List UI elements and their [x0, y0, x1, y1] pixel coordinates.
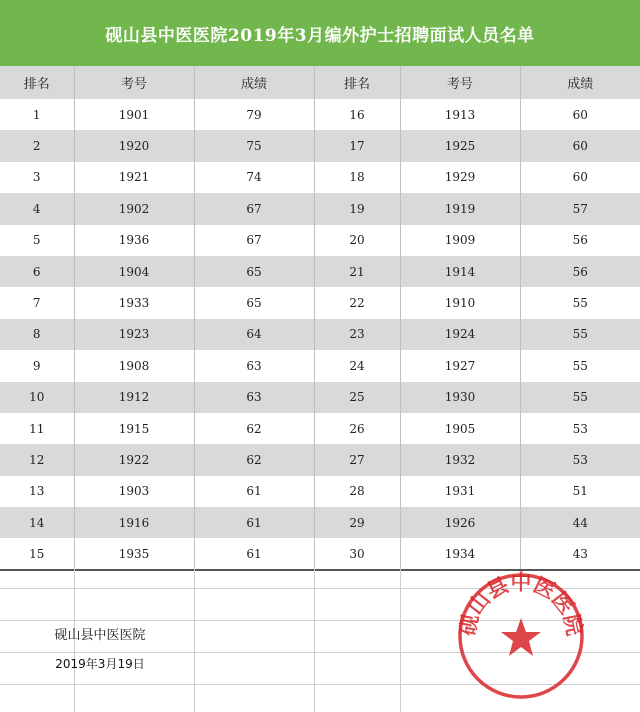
header-rank-right: 排名 — [314, 66, 400, 99]
header-exam-no-right: 考号 — [400, 66, 520, 99]
cell-exam-no-right: 1914 — [400, 256, 520, 287]
cell-rank-left: 12 — [0, 444, 74, 475]
cell-exam-no-left: 1916 — [74, 507, 194, 538]
footer — [440, 566, 640, 712]
table-row — [0, 225, 640, 256]
cell-rank-right: 25 — [314, 382, 400, 413]
cell-score-left: 75 — [194, 130, 314, 161]
table-row — [0, 444, 640, 475]
cell-exam-no-right: 1927 — [400, 350, 520, 381]
cell-exam-no-left: 1901 — [74, 99, 194, 130]
table-row — [0, 287, 640, 318]
cell-score-left: 79 — [194, 99, 314, 130]
table-row — [0, 193, 640, 224]
cell-rank-right: 22 — [314, 287, 400, 318]
cell-exam-no-left: 1920 — [74, 130, 194, 161]
cell-score-right: 55 — [520, 319, 640, 350]
cell-rank-left: 15 — [0, 538, 74, 569]
cell-score-right: 43 — [520, 538, 640, 569]
table-row — [0, 476, 640, 507]
cell-rank-left: 7 — [0, 287, 74, 318]
cell-rank-left: 14 — [0, 507, 74, 538]
cell-score-left: 62 — [194, 444, 314, 475]
cell-rank-left: 9 — [0, 350, 74, 381]
cell-rank-right: 17 — [314, 130, 400, 161]
cell-score-right: 51 — [520, 476, 640, 507]
table-body — [0, 99, 640, 570]
cell-exam-no-right: 1930 — [400, 382, 520, 413]
cell-rank-right: 26 — [314, 413, 400, 444]
cell-rank-left: 3 — [0, 162, 74, 193]
page-title: 砚山县中医医院2019年3月编外护士招聘面试人员名单 — [105, 25, 535, 46]
cell-exam-no-right: 1909 — [400, 225, 520, 256]
cell-rank-left: 8 — [0, 319, 74, 350]
cell-score-left: 67 — [194, 193, 314, 224]
cell-exam-no-left: 1923 — [74, 319, 194, 350]
cell-rank-right: 29 — [314, 507, 400, 538]
table-row — [0, 130, 640, 161]
cell-score-left: 61 — [194, 507, 314, 538]
cell-exam-no-right: 1919 — [400, 193, 520, 224]
cell-score-left: 67 — [194, 225, 314, 256]
cell-score-right: 53 — [520, 444, 640, 475]
cell-rank-left: 4 — [0, 193, 74, 224]
cell-rank-right: 30 — [314, 538, 400, 569]
table-row — [0, 319, 640, 350]
cell-exam-no-left: 1933 — [74, 287, 194, 318]
cell-score-right: 60 — [520, 99, 640, 130]
table-row — [0, 413, 640, 444]
header-rank-left: 排名 — [0, 66, 74, 99]
cell-exam-no-right: 1929 — [400, 162, 520, 193]
cell-score-right: 60 — [520, 130, 640, 161]
svg-text:砚山县中医医院: 砚山县中医医院 — [455, 570, 587, 638]
cell-rank-right: 24 — [314, 350, 400, 381]
footer-organization: 砚山县中医医院 — [54, 628, 146, 643]
cell-score-left: 63 — [194, 382, 314, 413]
cell-exam-no-left: 1936 — [74, 225, 194, 256]
cell-exam-no-right: 1926 — [400, 507, 520, 538]
cell-rank-left: 11 — [0, 413, 74, 444]
cell-exam-no-left: 1921 — [74, 162, 194, 193]
official-seal-stamp — [455, 570, 587, 702]
cell-score-left: 65 — [194, 256, 314, 287]
cell-score-left: 61 — [194, 476, 314, 507]
cell-score-right: 57 — [520, 193, 640, 224]
cell-exam-no-right: 1905 — [400, 413, 520, 444]
results-table — [0, 66, 640, 571]
table-header-row — [0, 66, 640, 99]
cell-exam-no-right: 1913 — [400, 99, 520, 130]
table-row — [0, 162, 640, 193]
cell-exam-no-right: 1924 — [400, 319, 520, 350]
cell-exam-no-left: 1922 — [74, 444, 194, 475]
cell-rank-right: 18 — [314, 162, 400, 193]
cell-exam-no-right: 1931 — [400, 476, 520, 507]
cell-exam-no-left: 1912 — [74, 382, 194, 413]
table-row — [0, 350, 640, 381]
cell-rank-left: 10 — [0, 382, 74, 413]
cell-exam-no-left: 1908 — [74, 350, 194, 381]
table-row — [0, 382, 640, 413]
cell-score-right: 55 — [520, 287, 640, 318]
cell-score-right: 44 — [520, 507, 640, 538]
table-row — [0, 256, 640, 287]
cell-rank-right: 20 — [314, 225, 400, 256]
cell-exam-no-right: 1925 — [400, 130, 520, 161]
cell-rank-right: 16 — [314, 99, 400, 130]
cell-rank-left: 6 — [0, 256, 74, 287]
cell-score-left: 64 — [194, 319, 314, 350]
cell-exam-no-right: 1932 — [400, 444, 520, 475]
cell-rank-right: 21 — [314, 256, 400, 287]
cell-rank-right: 23 — [314, 319, 400, 350]
cell-score-left: 74 — [194, 162, 314, 193]
cell-rank-left: 2 — [0, 130, 74, 161]
footer-date: 2019年3月19日 — [55, 657, 145, 671]
cell-score-right: 56 — [520, 225, 640, 256]
cell-exam-no-left: 1915 — [74, 413, 194, 444]
table-row — [0, 507, 640, 538]
cell-score-left: 63 — [194, 350, 314, 381]
cell-rank-right: 28 — [314, 476, 400, 507]
cell-rank-right: 27 — [314, 444, 400, 475]
cell-exam-no-left: 1935 — [74, 538, 194, 569]
cell-rank-left: 1 — [0, 99, 74, 130]
cell-score-left: 62 — [194, 413, 314, 444]
header-score-left: 成绩 — [194, 66, 314, 99]
cell-rank-left: 5 — [0, 225, 74, 256]
cell-score-right: 55 — [520, 350, 640, 381]
cell-score-right: 53 — [520, 413, 640, 444]
cell-score-right: 55 — [520, 382, 640, 413]
cell-exam-no-left: 1903 — [74, 476, 194, 507]
cell-exam-no-right: 1934 — [400, 538, 520, 569]
cell-score-left: 61 — [194, 538, 314, 569]
cell-rank-left: 13 — [0, 476, 74, 507]
cell-rank-right: 19 — [314, 193, 400, 224]
header-exam-no-left: 考号 — [74, 66, 194, 99]
cell-score-right: 60 — [520, 162, 640, 193]
table-row — [0, 99, 640, 130]
cell-score-right: 56 — [520, 256, 640, 287]
cell-exam-no-left: 1904 — [74, 256, 194, 287]
cell-score-left: 65 — [194, 287, 314, 318]
cell-exam-no-left: 1902 — [74, 193, 194, 224]
header-score-right: 成绩 — [520, 66, 640, 99]
cell-exam-no-right: 1910 — [400, 287, 520, 318]
title-bar — [0, 0, 640, 66]
